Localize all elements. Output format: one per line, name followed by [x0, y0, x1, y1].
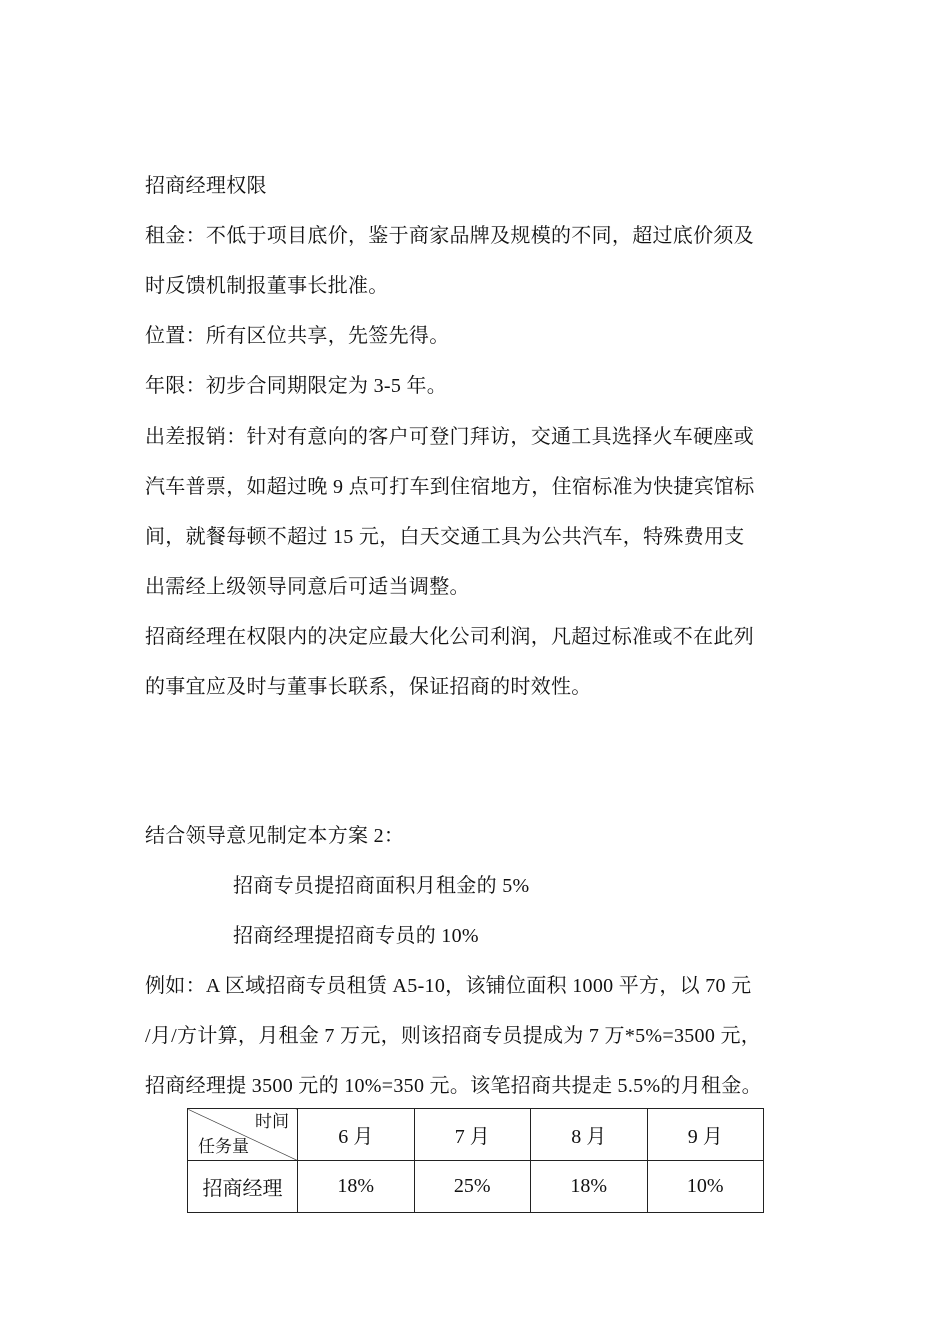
table-cell: 18% — [531, 1161, 648, 1213]
paragraph-line: 的事宜应及时与董事长联系，保证招商的时效性。 — [145, 676, 592, 698]
month-header: 6 月 — [298, 1109, 415, 1161]
table-row — [188, 1161, 764, 1213]
paragraph-line: 汽车普票，如超过晚 9 点可打车到住宿地方，住宿标准为快捷宾馆标 — [145, 476, 755, 498]
table-header-row — [188, 1109, 764, 1161]
example-line: 招商经理提 3500 元的 10%=350 元。该笔招商共提走 5.5%的月租金。 — [145, 1075, 762, 1097]
table-cell: 25% — [414, 1161, 531, 1213]
paragraph-line: 租金：不低于项目底价，鉴于商家品牌及规模的不同，超过底价须及 — [145, 225, 754, 247]
paragraph-line: 招商经理在权限内的决定应最大化公司利润，凡超过标准或不在此列 — [145, 626, 754, 648]
section-title-manager-authority: 招商经理权限 — [145, 175, 267, 197]
example-line: /月/方计算，月租金 7 万元，则该招商专员提成为 7 万*5%=3500 元， — [145, 1025, 762, 1047]
paragraph-line: 位置：所有区位共享，先签先得。 — [145, 325, 450, 347]
paragraph-line: 出差报销：针对有意向的客户可登门拜访，交通工具选择火车硬座或 — [145, 426, 754, 448]
month-header: 7 月 — [414, 1109, 531, 1161]
section-title-plan: 结合领导意见制定本方案 2： — [145, 825, 405, 847]
month-header: 8 月 — [531, 1109, 648, 1161]
paragraph-line: 时反馈机制报董事长批准。 — [145, 275, 389, 297]
table-cell: 10% — [647, 1161, 764, 1213]
paragraph-line: 年限：初步合同期限定为 3-5 年。 — [145, 375, 448, 397]
corner-label-task: 任务量 — [198, 1137, 249, 1156]
corner-label-time: 时间 — [255, 1112, 289, 1131]
row-label: 招商经理 — [188, 1161, 298, 1213]
diagonal-header-cell — [188, 1109, 298, 1161]
table-cell: 18% — [298, 1161, 415, 1213]
indented-line: 招商专员提招商面积月租金的 5% — [233, 875, 530, 897]
task-table — [187, 1108, 764, 1213]
month-header: 9 月 — [647, 1109, 764, 1161]
paragraph-line: 间，就餐每顿不超过 15 元，白天交通工具为公共汽车，特殊费用支 — [145, 526, 745, 548]
indented-line: 招商经理提招商专员的 10% — [233, 925, 479, 947]
example-line: 例如：A 区域招商专员租赁 A5-10，该铺位面积 1000 平方，以 70 元 — [145, 975, 752, 997]
paragraph-line: 出需经上级领导同意后可适当调整。 — [145, 576, 470, 598]
